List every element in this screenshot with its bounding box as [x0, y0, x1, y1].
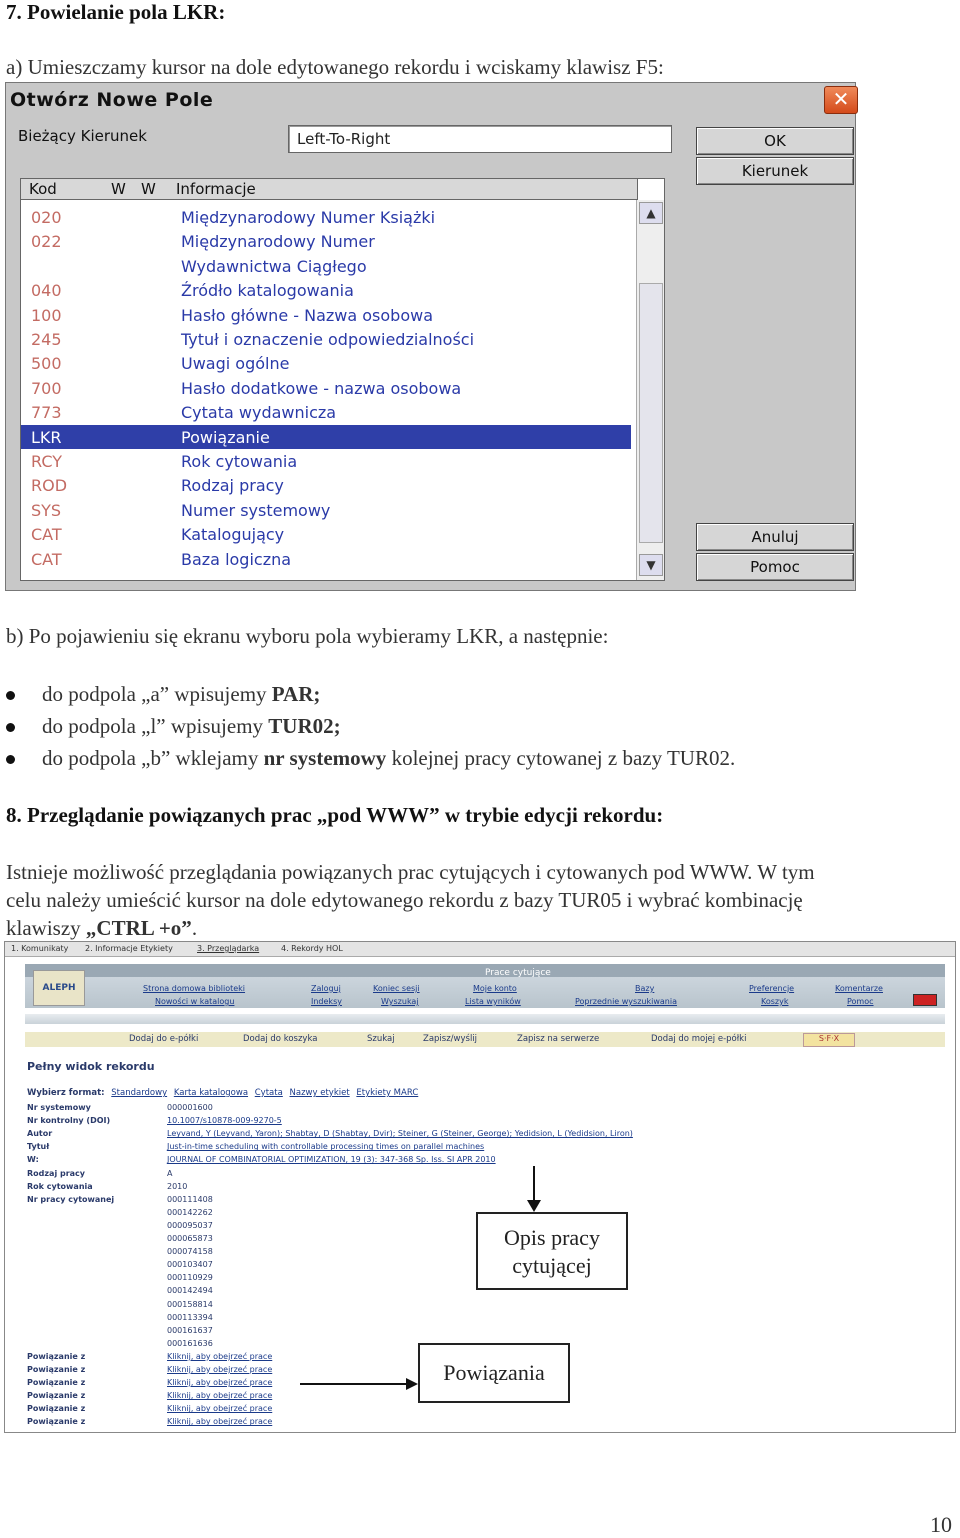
ok-button[interactable]: OK [696, 127, 854, 155]
cited-number: 000161637 [167, 1325, 213, 1335]
format-standardowy[interactable]: Standardowy [111, 1088, 168, 1098]
callout-opis-line2: cytującej [512, 1253, 592, 1278]
nav-link[interactable]: Koniec sesji [373, 984, 420, 993]
action-link[interactable]: Zapisz/wyślij [423, 1034, 478, 1044]
para-text: . [191, 916, 198, 940]
record-field-value: 000001600 [167, 1103, 213, 1112]
format-marc[interactable]: Etykiety MARC [356, 1088, 419, 1098]
record-field-label: W: [27, 1155, 39, 1165]
field-code: 020 [31, 208, 62, 227]
action-link[interactable]: Dodaj do mojej e-półki [651, 1034, 747, 1044]
field-info: Katalogujący [181, 525, 285, 545]
field-code: 500 [31, 354, 62, 374]
action-link[interactable]: Dodaj do koszyka [243, 1034, 318, 1044]
cited-number: 000103407 [167, 1260, 213, 1270]
relation-label: Powiązanie z [27, 1378, 86, 1388]
relation-link[interactable]: Kliknij, aby obejrzeć prace [167, 1378, 273, 1388]
record-field-value: A [167, 1168, 173, 1178]
window-title: Prace cytujące [485, 968, 551, 978]
field-info: Źródło katalogowania [181, 281, 354, 301]
col-w1: W [111, 180, 126, 198]
help-button[interactable]: Pomoc [696, 553, 854, 581]
field-info: Baza logiczna [181, 549, 292, 569]
relation-label: Powiązanie z [27, 1391, 86, 1401]
sfx-button[interactable]: S·F·X [803, 1033, 855, 1047]
field-info: Hasło dodatkowe - nazwa osobowa [181, 378, 462, 398]
section-8-para-line2: celu należy umieścić kursor na dole edytowanego rekordu z bazy TUR05 i wybrać kombinację [6, 888, 803, 912]
relation-link[interactable]: Kliknij, aby obejrzeć prace [167, 1404, 273, 1414]
format-karta[interactable]: Karta katalogowa [173, 1088, 249, 1098]
nav-link[interactable]: Lista wyników [465, 997, 521, 1006]
nav-link[interactable]: Wyszukaj [381, 997, 419, 1006]
direction-field[interactable]: Left-To-Right [288, 125, 672, 153]
record-field-label: Nr pracy cytowanej [27, 1194, 115, 1204]
nav-link[interactable]: Indeksy [311, 997, 342, 1006]
tab-rekordy-hol[interactable]: 4. Rekordy HOL [281, 944, 343, 953]
field-code: LKR [31, 427, 62, 447]
shortcut-keys: „CTRL +o” [85, 916, 192, 940]
cited-number: 000074158 [167, 1247, 213, 1257]
field-code: 040 [31, 281, 62, 301]
record-field-value: 2010 [167, 1181, 188, 1191]
page-number: 10 [930, 1512, 952, 1537]
callout-powiazania: Powiązania [418, 1343, 570, 1403]
direction-label: Bieżący Kierunek [18, 127, 147, 145]
col-code: Kod [29, 180, 57, 198]
field-code: 245 [31, 330, 62, 349]
para-text: klawiszy [6, 916, 86, 940]
field-info: Cytata wydawnicza [181, 403, 337, 423]
nav-link[interactable]: Preferencje [749, 984, 795, 993]
cancel-button[interactable]: Anuluj [696, 523, 854, 551]
col-info: Informacje [176, 180, 256, 198]
col-w2: W [141, 180, 156, 198]
format-cytata[interactable]: Cytata [254, 1088, 283, 1098]
bullet-bold: TUR02; [268, 714, 341, 738]
bullet-text: do podpola „l” wpisujemy [42, 714, 269, 738]
field-code: 700 [31, 378, 62, 398]
tab-przegladarka[interactable]: 3. Przeglądarka [197, 944, 260, 953]
action-link[interactable]: Zapisz na serwerze [517, 1034, 600, 1044]
callout-opis-pracy [476, 1212, 628, 1290]
record-field-value[interactable]: Leyvand, Y (Leyvand, Yaron); Shabtay, D (Shabtay, Dvir); Steiner, G (Steiner, George); Yedidsion, L (Yedidsion, Liron) [167, 1129, 633, 1139]
relation-link[interactable]: Kliknij, aby obejrzeć prace [167, 1365, 273, 1374]
record-field-value[interactable]: Just-in-time scheduling with controllable processing times on parallel machines [167, 1142, 485, 1152]
tab-informacje[interactable]: 2. Informacje Etykiety [85, 944, 173, 953]
record-field-value[interactable]: JOURNAL OF COMBINATORIAL OPTIMIZATION, 19 (3): 347-368 Sp. Iss. SI APR 2010 [167, 1155, 496, 1165]
relation-link[interactable]: Kliknij, aby obejrzeć prace [167, 1391, 273, 1401]
close-icon[interactable]: ✕ [824, 86, 858, 114]
record-field-label: Rodzaj pracy [27, 1168, 85, 1178]
field-info: Międzynarodowy Numer Książki [181, 208, 436, 227]
relation-label: Powiązanie z [27, 1404, 86, 1414]
bullet-text: kolejnej pracy cytowanej z bazy TUR02. [386, 746, 736, 770]
field-code: 022 [31, 232, 62, 252]
step-b-text: b) Po pojawieniu się ekranu wyboru pola wybieramy LKR, a następnie: [6, 624, 609, 648]
bullet-text: do podpola „b” wklejamy [42, 746, 264, 770]
record-field-value: 000111408 [167, 1194, 213, 1204]
cited-number: 000142262 [167, 1207, 213, 1217]
relation-label: Powiązanie z [27, 1417, 86, 1427]
field-info: Hasło główne - Nazwa osobowa [181, 305, 433, 325]
cited-number: 000158814 [167, 1299, 213, 1309]
field-info: Uwagi ogólne [181, 354, 290, 374]
section-7-heading: 7. Powielanie pola LKR: [6, 0, 226, 24]
relation-label: Powiązanie z [27, 1365, 86, 1374]
callout-opis-line1: Opis pracy [504, 1225, 600, 1250]
format-nazwy[interactable]: Nazwy etykiet [289, 1088, 350, 1098]
section-8-heading: 8. Przeglądanie powiązanych prac „pod WWW” w trybie edycji rekordu: [6, 803, 664, 827]
field-code: ROD [31, 476, 68, 496]
format-label: Wybierz format: [27, 1088, 105, 1098]
bullet-bold: nr systemowy [263, 746, 387, 770]
field-info: Numer systemowy [181, 500, 331, 520]
record-field-label: Tytuł [27, 1142, 50, 1152]
field-code: CAT [31, 525, 62, 545]
relation-label: Powiązanie z [27, 1351, 86, 1361]
scroll-down-icon[interactable]: ▼ [639, 554, 663, 576]
nav-link[interactable]: Koszyk [761, 997, 789, 1006]
aleph-logo: ALEPH [33, 970, 85, 1006]
nav-link[interactable]: Zaloguj [311, 984, 341, 993]
step-a-text: a) Umieszczamy kursor na dole edytowanego rekordu i wciskamy klawisz F5: [6, 55, 664, 79]
nav-link[interactable]: Strona domowa biblioteki [143, 984, 246, 993]
field-code: 100 [31, 305, 62, 325]
arrow-opis-head [527, 1200, 541, 1212]
record-field-label: Autor [27, 1129, 53, 1139]
record-field-label: Nr systemowy [27, 1103, 91, 1112]
cited-number: 000161636 [167, 1338, 213, 1348]
action-link[interactable]: Szukaj [367, 1034, 395, 1044]
field-info: Powiązanie [181, 427, 270, 447]
arrow-powiazania-head [406, 1378, 418, 1390]
record-field-label: Nr kontrolny (DOI) [27, 1116, 111, 1126]
field-info: Międzynarodowy Numer [181, 232, 375, 252]
full-view-heading: Pełny widok rekordu [27, 1060, 155, 1073]
relation-link[interactable]: Kliknij, aby obejrzeć prace [167, 1417, 273, 1427]
record-field-label: Rok cytowania [27, 1181, 93, 1191]
field-info: Tytuł i oznaczenie odpowiedzialności [181, 330, 475, 349]
nav-link[interactable]: Nowości w katalogu [155, 997, 235, 1006]
bullet-text: do podpola „a” wpisujemy [42, 682, 272, 706]
bullet-bold: PAR; [271, 682, 321, 706]
record-field-value[interactable]: 10.1007/s10878-009-9270-5 [167, 1116, 282, 1126]
nav-link[interactable]: Pomoc [847, 997, 874, 1006]
cited-number: 000142494 [167, 1286, 213, 1296]
field-code: 773 [31, 403, 62, 423]
field-info: Rodzaj pracy [181, 476, 284, 496]
nav-link[interactable]: Poprzednie wyszukiwania [575, 997, 677, 1006]
field-info: Wydawnictwa Ciągłego [181, 256, 367, 276]
cited-number: 000113394 [167, 1312, 213, 1322]
scroll-up-icon[interactable]: ▲ [639, 202, 663, 224]
cited-number: 000095037 [167, 1220, 213, 1230]
action-link[interactable]: Dodaj do e-półki [129, 1034, 199, 1044]
section-8-para-line1: Istnieje możliwość przeglądania powiązanych prac cytujących i cytowanych pod WWW. W tym [6, 860, 815, 884]
cited-number: 000110929 [167, 1273, 213, 1283]
nav-link[interactable]: Moje konto [473, 984, 517, 993]
nav-link[interactable]: Komentarze [835, 984, 883, 993]
tab-komunikaty[interactable]: 1. Komunikaty [11, 944, 69, 953]
direction-button[interactable]: Kierunek [696, 157, 854, 185]
field-code: SYS [31, 500, 62, 520]
nav-link[interactable]: Bazy [635, 984, 655, 993]
dialog-title: Otwórz Nowe Pole [10, 89, 214, 111]
field-info: Rok cytowania [181, 452, 298, 471]
relation-link[interactable]: Kliknij, aby obejrzeć prace [167, 1351, 273, 1361]
cited-number: 000065873 [167, 1234, 213, 1243]
field-code: RCY [31, 452, 62, 471]
field-code: CAT [31, 549, 62, 569]
